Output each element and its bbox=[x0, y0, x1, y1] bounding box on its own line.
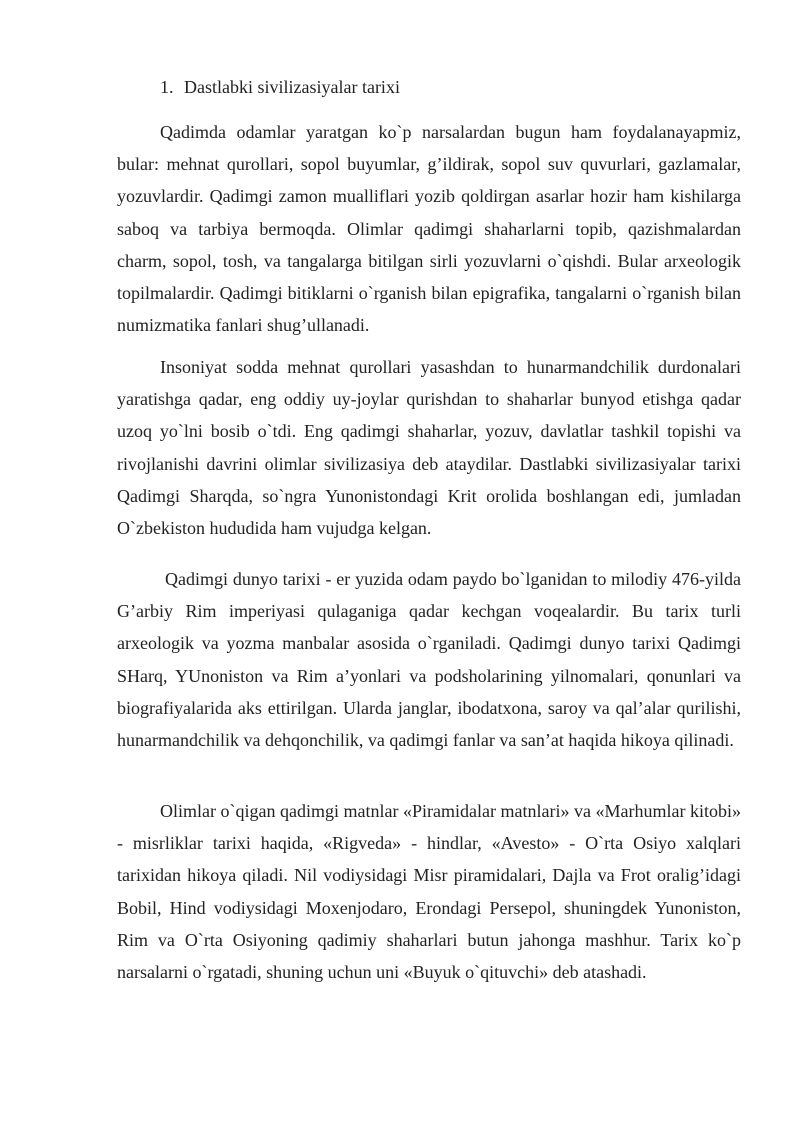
section-number: 1. bbox=[160, 77, 174, 97]
section-title: Dastlabki sivilizasiyalar tarixi bbox=[184, 77, 400, 97]
section-heading bbox=[160, 74, 400, 100]
paragraph-4: Olimlar o`qigan qadimgi matnlar «Piramidalar matnlari» va «Marhumlar kitobi» - misrliklar tarixi haqida, «Rigveda» - hindlar, «Avesto» - O`rta Osiyo xalqlari tarixidan hikoya qiladi. Nil vodiysidagi Misr piramidalari, Dajla va Frot oralig’idagi Bobil, Hind vodiysidagi Moxenjodaro, Erondagi Persepol, shuningdek Yunoniston, Rim va O`rta Osiyoning qadimiy shaharlari butun jahonga mashhur. Tarix ko`p narsalarni o`rgatadi, shuning uchun uni «Buyuk o`qituvchi» deb atashadi. bbox=[117, 801, 741, 983]
paragraph-3: Qadimgi dunyo tarixi - er yuzida odam paydo bo`lganidan to milodiy 476-yilda G’arbiy Rim imperiyasi qulaganiga qadar kechgan voqealardir. Bu tarix turli arxeologik va yozma manbalar asosida o`rganiladi. Qadimgi dunyo tarixi Qadimgi SHarq, YUnoniston va Rim a’yonlari va podsholarining yilnomalari, qonunlari va biografiyalarida aks ettirilgan. Ularda janglar, ibodatxona, saroy va qal’alar qurilishi, hunarmandchilik va dehqonchilik, va qadimgi fanlar va san’at haqida hikoya qilinadi. bbox=[117, 569, 741, 751]
paragraph-1: Qadimda odamlar yaratgan ko`p narsalardan bugun ham foydalanayapmiz, bular: mehnat qurollari, sopol buyumlar, g’ildirak, sopol suv quvurlari, gazlamalar, yozuvlardir. Qadimgi zamon mualliflari yozib qoldirgan asarlar hozir ham kishilarga saboq va tarbiya bermoqda. Olimlar qadimgi shaharlarni topib, qazishmalardan charm, sopol, tosh, va tangalarga bitilgan sirli yozuvlarni o`qishdi. Bular arxeologik topilmalardir. Qadimgi bitiklarni o`rganish bilan epigrafika, tangalarni o`rganish bilan numizmatika fanlari shug’ullanadi. bbox=[117, 122, 741, 336]
paragraph-2: Insoniyat sodda mehnat qurollari yasashdan to hunarmandchilik durdonalari yaratishga qadar, eng oddiy uy-joylar qurishdan to shaharlar bunyod etishga qadar uzoq yo`lni bosib o`tdi. Eng qadimgi shaharlar, yozuv, davlatlar tashkil topishi va rivojlanishi davrini olimlar sivilizasiya deb ataydilar. Dastlabki sivilizasiyalar tarixi Qadimgi Sharqda, so`ngra Yunonistondagi Krit orolida boshlangan edi, jumladan O`zbekiston hududida ham vujudga kelgan. bbox=[117, 357, 741, 539]
